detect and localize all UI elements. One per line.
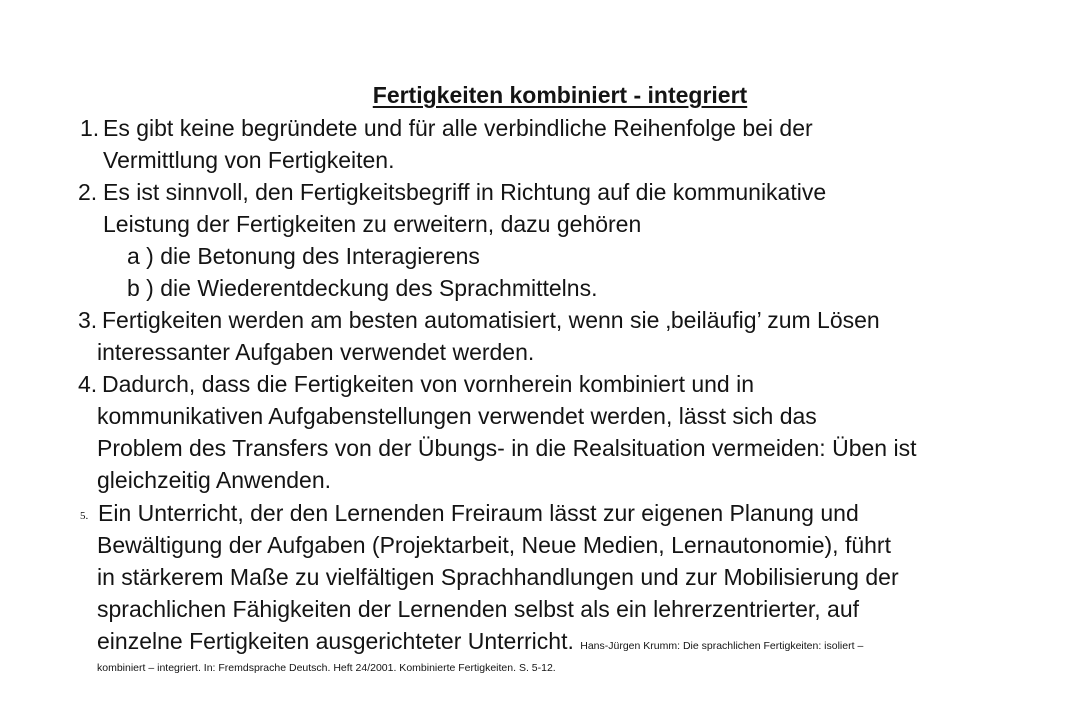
item-line: sprachlichen Fähigkeiten der Lernenden selbst als ein lehrerzentrierter, auf	[97, 596, 859, 622]
sub-item: a ) die Betonung des Interagierens	[127, 243, 480, 269]
item-line: Problem des Transfers von der Übungs- in die Realsituation vermeiden: Üben ist	[97, 435, 917, 461]
item-line: einzelne Fertigkeiten ausgerichteter Unterricht.	[97, 628, 574, 654]
item-line: Leistung der Fertigkeiten zu erweitern, dazu gehören	[103, 211, 642, 237]
citation-part-1: Hans-Jürgen Krumm: Die sprachlichen Fertigkeiten: isoliert –	[580, 640, 864, 652]
item-number: 4.	[78, 371, 98, 397]
item-number: 1.	[80, 115, 100, 141]
citation-part-2: kombiniert – integriert. In: Fremdsprache Deutsch. Heft 24/2001. Kombinierte Fertigkeiten. S. 5-12.	[97, 662, 556, 674]
item-line: Bewältigung der Aufgaben (Projektarbeit, Neue Medien, Lernautonomie), führt	[97, 532, 891, 558]
item-line: Dadurch, dass die Fertigkeiten von vornherein kombiniert und in	[102, 371, 755, 397]
sub-item: b ) die Wiederentdeckung des Sprachmittelns.	[127, 275, 598, 301]
slide-title-text: Fertigkeiten kombiniert - integriert	[372, 82, 748, 108]
item-line: gleichzeitig Anwenden.	[97, 467, 331, 493]
slide-title	[80, 79, 1040, 111]
item-number: 2.	[78, 179, 98, 205]
item-number: 3.	[78, 307, 98, 333]
item-line: kommunikativen Aufgabenstellungen verwendet werden, lässt sich das	[97, 403, 817, 429]
item-line: Es ist sinnvoll, den Fertigkeitsbegriff in Richtung auf die kommunikative	[103, 179, 827, 205]
item-line: Ein Unterricht, der den Lernenden Freiraum lässt zur eigenen Planung und	[98, 500, 859, 526]
item-line: Vermittlung von Fertigkeiten.	[103, 147, 395, 173]
item-number: 5.	[80, 510, 89, 522]
item-line: Fertigkeiten werden am besten automatisiert, wenn sie ‚beiläufig’ zum Lösen	[102, 307, 880, 333]
item-line: interessanter Aufgaben verwendet werden.	[97, 339, 535, 365]
item-line-with-citation	[97, 625, 863, 657]
item-line: Es gibt keine begründete und für alle verbindliche Reihenfolge bei der	[103, 115, 813, 141]
item-line: in stärkerem Maße zu vielfältigen Sprachhandlungen und zur Mobilisierung der	[97, 564, 899, 590]
